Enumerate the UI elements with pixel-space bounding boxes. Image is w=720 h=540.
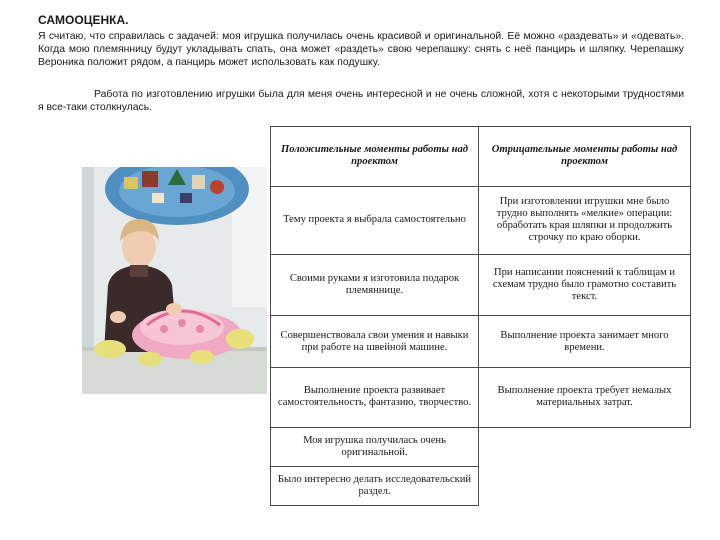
table-row (271, 367, 691, 427)
positive-cell: Было интересно делать исследовательский раздел. (271, 466, 479, 505)
table-row (271, 466, 691, 505)
positive-cell: Выполнение проекта развивает самостоятельность, фантазию, творчество. (271, 367, 479, 427)
negative-cell: При изготовлении игрушки мне было трудно выполнять «мелкие» операции: обработать края шляпки и продолжить строчку по краю оборки. (479, 186, 691, 254)
positive-cell: Моя игрушка получилась очень оригинальной. (271, 427, 479, 466)
intro-paragraph: Я считаю, что справилась с задачей: моя игрушка получилась очень красивой и оригинальной. Её можно «раздевать» и «одевать». Когда мою племянницу будут укладывать спать, она может «раздеть» свою черепашку: снять с неё панцирь и шляпку. Черепашку Вероника положит рядом, а панцирь может использовать как подушку. (38, 31, 684, 69)
empty-cell (479, 427, 691, 466)
negative-cell: При написании пояснений к таблицам и схемам трудно было грамотно составить текст. (479, 254, 691, 316)
table-row (271, 316, 691, 367)
positive-cell: Тему проекта я выбрала самостоятельно (271, 186, 479, 254)
page-title: САМООЦЕНКА. (38, 13, 129, 27)
positive-cell: Совершенствовала свои умения и навыки при работе на швейной машине. (271, 316, 479, 367)
table-header-row (271, 127, 691, 187)
empty-cell (479, 466, 691, 505)
negative-cell: Выполнение проекта занимает много времени. (479, 316, 691, 367)
student-with-toy-photo (82, 167, 267, 394)
table-row (271, 427, 691, 466)
difficulty-paragraph: Работа по изготовлению игрушки была для меня очень интересной и не очень сложной, хотя с некоторыми трудностями я все-таки столкнулась. (38, 89, 684, 114)
header-positive: Положительные моменты работы над проектом (271, 127, 479, 187)
project-moments-table (270, 126, 691, 506)
negative-cell: Выполнение проекта требует немалых материальных затрат. (479, 367, 691, 427)
table-row (271, 186, 691, 254)
header-negative: Отрицательные моменты работы над проектом (479, 127, 691, 187)
positive-cell: Своими руками я изготовила подарок племяннице. (271, 254, 479, 316)
table-row (271, 254, 691, 316)
